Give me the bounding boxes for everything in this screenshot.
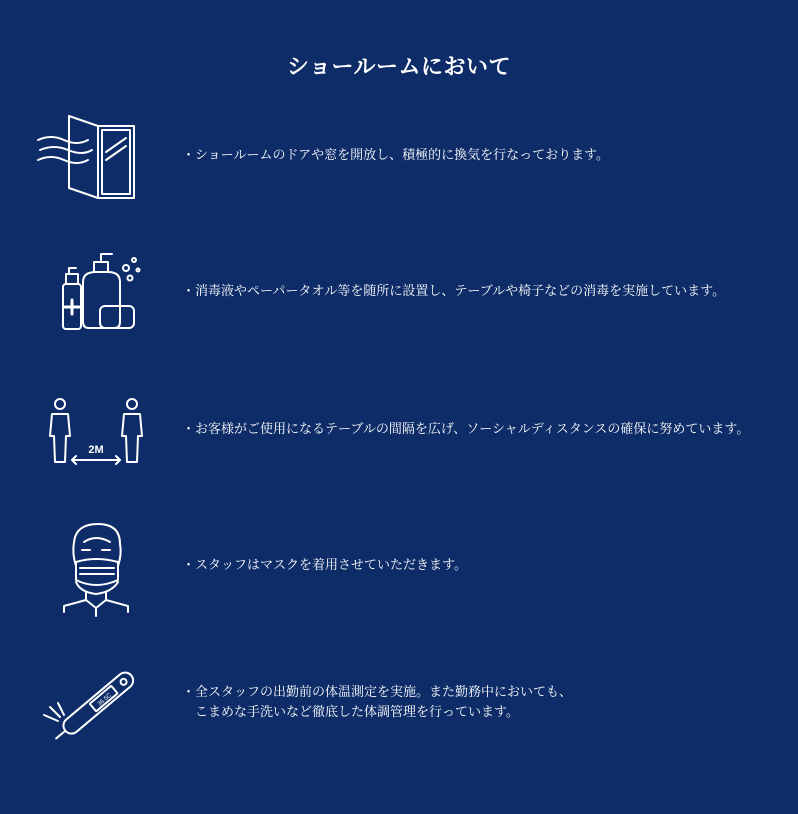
thermometer-icon	[36, 655, 146, 755]
measure-text: ・お客様がご使用になるテーブルの間隔を広げ、ソーシャルディスタンスの確保に努めています。	[182, 422, 750, 437]
staff-mask-icon	[36, 520, 146, 620]
social-distance-icon	[36, 384, 146, 484]
measure-text: ・スタッフはマスクを着用させていただきます。	[182, 558, 467, 573]
page-title: ショールームにおいて	[286, 55, 512, 80]
distance-label: 2M	[88, 444, 104, 456]
sanitizer-bottles-icon	[36, 244, 146, 344]
measure-text: ・全スタッフの出勤前の体温測定を実施。また勤務中においても、 こまめな手洗いなど徹底した体調管理を行っています。	[182, 685, 573, 720]
measure-text: ・消毒液やペーパータオル等を随所に設置し、テーブルや椅子などの消毒を実施しています。	[182, 284, 726, 299]
temperature-readout: 36.5C	[96, 692, 114, 708]
measure-text: ・ショールームのドアや窓を開放し、積極的に換気を行なっております。	[182, 148, 610, 163]
open-window-ventilation-icon	[36, 108, 146, 208]
